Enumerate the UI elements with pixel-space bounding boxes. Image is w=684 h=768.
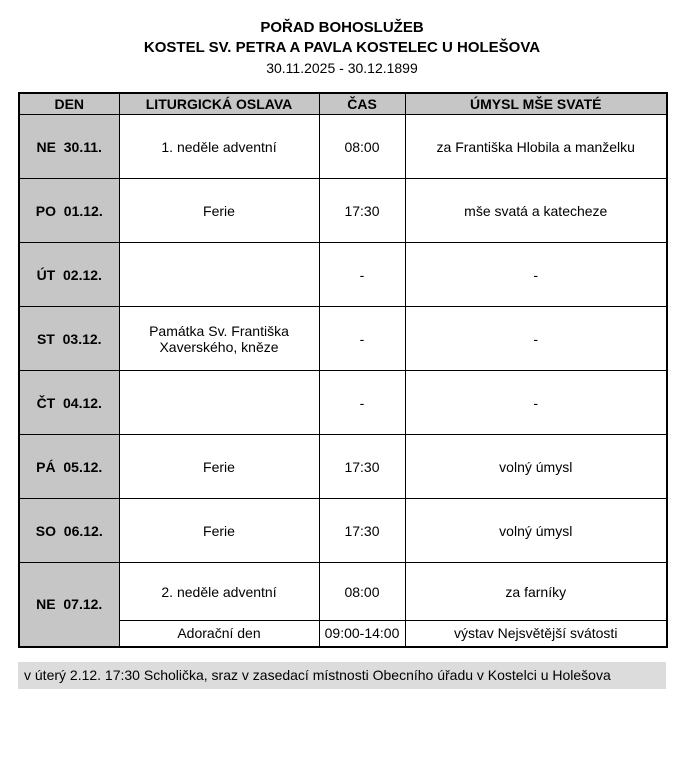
intention-cell: - bbox=[405, 243, 667, 307]
celebration-cell bbox=[119, 371, 319, 435]
time-cell: 08:00 bbox=[319, 563, 405, 621]
day-cell: PÁ 05.12. bbox=[19, 435, 119, 499]
day-cell: NE 30.11. bbox=[19, 115, 119, 179]
intention-cell: volný úmysl bbox=[405, 435, 667, 499]
church-name: KOSTEL SV. PETRA A PAVLA KOSTELEC U HOLEŠOVA bbox=[143, 39, 541, 56]
intention-cell: - bbox=[405, 307, 667, 371]
table-row bbox=[19, 563, 667, 621]
time-cell: - bbox=[319, 371, 405, 435]
schedule-table bbox=[18, 92, 668, 648]
date-range: 30.11.2025 - 30.12.1899 bbox=[266, 60, 418, 76]
intention-cell: - bbox=[405, 371, 667, 435]
celebration-cell bbox=[119, 243, 319, 307]
day-cell: ÚT 02.12. bbox=[19, 243, 119, 307]
document-title: POŘAD BOHOSLUŽEB bbox=[260, 19, 424, 36]
document-header bbox=[0, 18, 684, 78]
celebration-cell: Adorační den bbox=[119, 621, 319, 647]
celebration-cell: Ferie bbox=[119, 179, 319, 243]
col-header-den: DEN bbox=[19, 93, 119, 115]
day-cell: NE 07.12. bbox=[19, 563, 119, 647]
day-cell: SO 06.12. bbox=[19, 499, 119, 563]
time-cell: 17:30 bbox=[319, 435, 405, 499]
table-row bbox=[19, 179, 667, 243]
day-cell: ČT 04.12. bbox=[19, 371, 119, 435]
intention-cell: za farníky bbox=[405, 563, 667, 621]
day-cell: ST 03.12. bbox=[19, 307, 119, 371]
intention-cell: za Františka Hlobila a manželku bbox=[405, 115, 667, 179]
intention-cell: výstav Nejsvětější svátosti bbox=[405, 621, 667, 647]
col-header-liturgicka-oslava: LITURGICKÁ OSLAVA bbox=[119, 93, 319, 115]
time-cell: 09:00-14:00 bbox=[319, 621, 405, 647]
time-cell: - bbox=[319, 307, 405, 371]
time-cell: 17:30 bbox=[319, 499, 405, 563]
col-header-cas: ČAS bbox=[319, 93, 405, 115]
table-row bbox=[19, 243, 667, 307]
time-cell: - bbox=[319, 243, 405, 307]
table-header-row bbox=[19, 93, 667, 115]
footer-note: v úterý 2.12. 17:30 Scholička, sraz v zasedací místnosti Obecního úřadu v Kostelci u Holešova bbox=[18, 662, 666, 689]
intention-cell: volný úmysl bbox=[405, 499, 667, 563]
intention-cell: mše svatá a katecheze bbox=[405, 179, 667, 243]
table-row bbox=[19, 307, 667, 371]
col-header-umysl: ÚMYSL MŠE SVATÉ bbox=[405, 93, 667, 115]
day-cell: PO 01.12. bbox=[19, 179, 119, 243]
table-row bbox=[19, 115, 667, 179]
celebration-cell: 1. neděle adventní bbox=[119, 115, 319, 179]
table-row bbox=[19, 435, 667, 499]
celebration-cell: 2. neděle adventní bbox=[119, 563, 319, 621]
celebration-cell: Ferie bbox=[119, 435, 319, 499]
time-cell: 17:30 bbox=[319, 179, 405, 243]
time-cell: 08:00 bbox=[319, 115, 405, 179]
celebration-cell: Památka Sv. Františka Xaverského, kněze bbox=[119, 307, 319, 371]
table-row bbox=[19, 499, 667, 563]
table-row bbox=[19, 371, 667, 435]
celebration-cell: Ferie bbox=[119, 499, 319, 563]
